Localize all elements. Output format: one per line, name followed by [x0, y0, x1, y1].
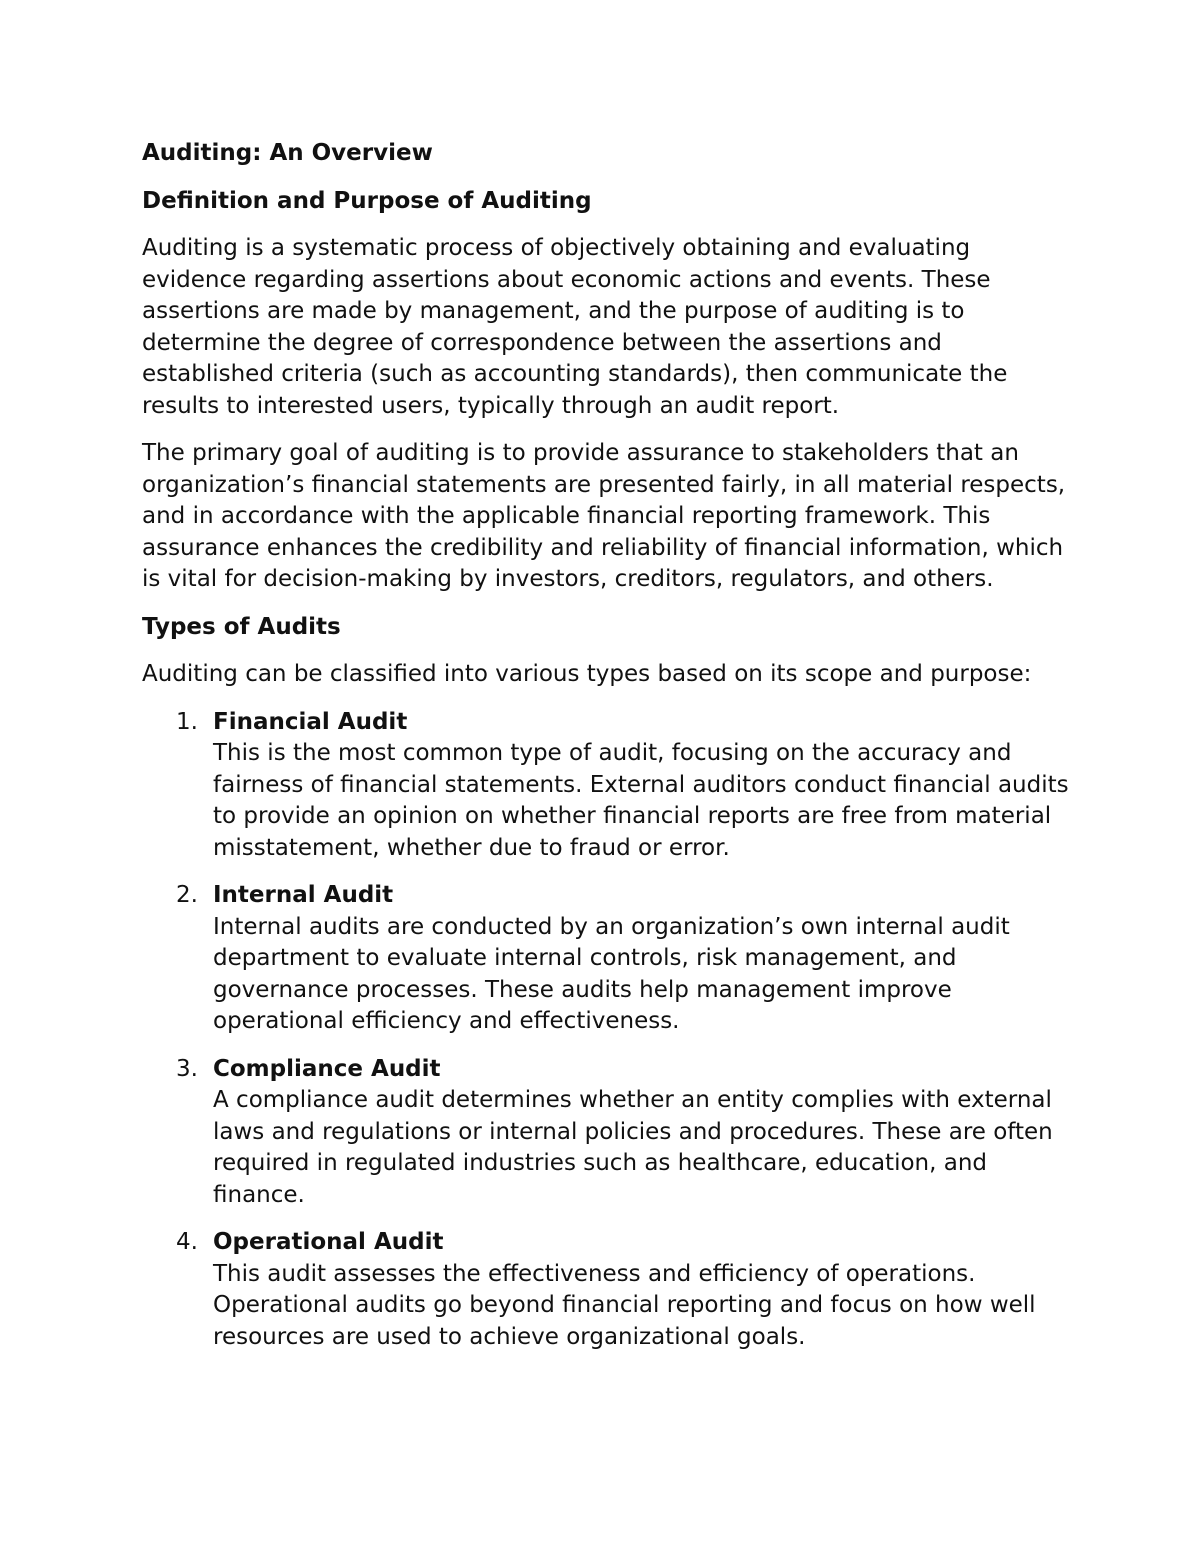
paragraph-types-intro: Auditing can be classified into various types based on its scope and purpose: [142, 661, 1032, 687]
paragraph-definition: Auditing is a systematic process of objectively obtaining and evaluating evidence regarding assertions about economic actions and events. These assertions are made by management, and the purpose of auditing is to determine the degree of correspondence between the assertions and established criteria (such as accounting standards), then communicate the results to interested users, typically through an audit report. [142, 235, 1008, 419]
list-item-title: Internal Audit [213, 882, 394, 908]
list-item-number: 1. [176, 708, 198, 735]
list-item-internal-audit [142, 880, 1072, 1038]
list-item-financial-audit [142, 707, 1072, 865]
section-heading-definition: Definition and Purpose of Auditing [142, 187, 592, 214]
list-item-body: This is the most common type of audit, focusing on the accuracy and fairness of financial statements. External auditors conduct financial audits to provide an opinion on whether financial reports are free from material misstatement, whether due to fraud or error. [213, 740, 1069, 861]
list-item-title: Operational Audit [213, 1229, 444, 1255]
list-item-title: Financial Audit [213, 708, 408, 735]
list-item-compliance-audit [142, 1054, 1072, 1212]
document-page [142, 138, 1072, 1369]
list-item-body: A compliance audit determines whether an entity complies with external laws and regulations or internal policies and procedures. These are often required in regulated industries such as healthcare, education, and finance. [213, 1087, 1053, 1208]
list-item-body: Internal audits are conducted by an organization’s own internal audit department to evaluate internal controls, risk management, and governance processes. These audits help management improve operational efficiency and effectiveness. [213, 913, 1010, 1034]
list-item-number: 3. [176, 1055, 198, 1082]
section-heading-types: Types of Audits [142, 613, 341, 640]
paragraph-primary-goal: The primary goal of auditing is to provide assurance to stakeholders that an organization’s financial statements are presented fairly, in all material respects, and in accordance with the applicable financial reporting framework. This assurance enhances the credibility and reliability of financial information, which is vital for decision-making by investors, creditors, regulators, and others. [142, 440, 1066, 592]
audit-types-list [142, 707, 1072, 1354]
list-item-operational-audit [142, 1227, 1072, 1353]
list-item-body: This audit assesses the effectiveness and efficiency of operations. Operational audits go beyond financial reporting and focus on how well resources are used to achieve organizational goals. [213, 1260, 1036, 1350]
list-item-title: Compliance Audit [213, 1055, 441, 1082]
list-item-number: 4. [176, 1229, 198, 1255]
document-title: Auditing: An Overview [142, 140, 433, 166]
list-item-number: 2. [176, 882, 198, 908]
